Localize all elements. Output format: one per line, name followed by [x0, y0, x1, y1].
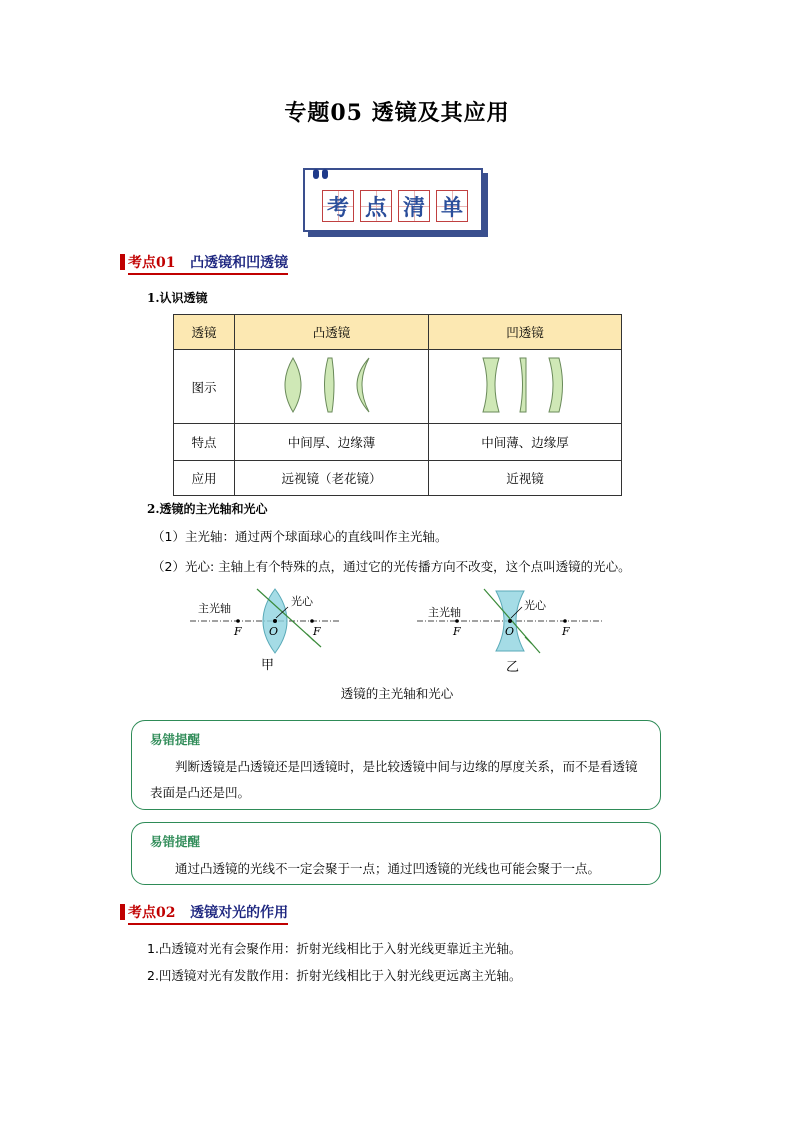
section-header-1	[120, 252, 320, 272]
tip-title: 易错提醒	[150, 834, 201, 849]
section-header-2	[120, 902, 320, 922]
table-row	[174, 424, 622, 461]
concave-lens-diagram	[429, 350, 622, 424]
tip-body: 判断透镜是凸透镜还是凹透镜时，是比较透镜中间与边缘的厚度关系，而不是看透镜表面是凸还是凹。	[150, 759, 638, 800]
table-header: 凹透镜	[429, 315, 622, 350]
figure-caption: 透镜的主光轴和光心	[340, 686, 454, 701]
section-name: 凸透镜和凹透镜	[190, 255, 289, 271]
badge-pin-icon	[313, 164, 331, 183]
concave-lens-icon	[429, 350, 621, 420]
page-title: 专题05 透镜及其应用	[284, 100, 510, 126]
tip-box	[131, 822, 661, 885]
table-header: 凸透镜	[235, 315, 429, 350]
badge-char: 考	[322, 190, 354, 222]
focus-label: F	[313, 625, 321, 638]
section-marker	[120, 254, 125, 270]
tip-body: 通过凸透镜的光线不一定会聚于一点；通过凹透镜的光线也可能会聚于一点。	[175, 861, 601, 876]
table-cell: 近视镜	[429, 461, 622, 496]
table-cell: 中间薄、边缘厚	[429, 424, 622, 461]
tip-title: 易错提醒	[150, 732, 201, 747]
table-cell: 应用	[174, 461, 235, 496]
subheading: 1.认识透镜	[147, 291, 208, 305]
table-cell: 中间厚、边缘薄	[235, 424, 429, 461]
paragraph: （1）主光轴：通过两个球面球心的直线叫作主光轴。	[152, 529, 448, 544]
table-cell: 图示	[174, 350, 235, 424]
axis-label: 主光轴	[428, 606, 461, 619]
table-row	[174, 350, 622, 424]
center-label: 光心	[524, 599, 546, 612]
paragraph: 2.凹透镜对光有发散作用：折射光线相比于入射光线更远离主光轴。	[147, 968, 522, 983]
optical-center-label: O	[505, 625, 515, 638]
convex-lens-icon	[235, 350, 428, 420]
table-cell: 远视镜（老花镜）	[235, 461, 429, 496]
badge-char: 单	[436, 190, 468, 222]
focus-label: F	[453, 625, 461, 638]
table-cell: 特点	[174, 424, 235, 461]
figure-tag: 乙	[506, 660, 520, 675]
section-number: 考点01	[128, 255, 176, 271]
section-title	[128, 902, 288, 925]
badge-char: 点	[360, 190, 392, 222]
convex-lens-figure	[185, 585, 345, 675]
optical-center-label: O	[269, 625, 279, 638]
paragraph: 1.凸透镜对光有会聚作用：折射光线相比于入射光线更靠近主光轴。	[147, 941, 522, 956]
section-marker	[120, 904, 125, 920]
section-number: 考点02	[128, 905, 176, 921]
table-header: 透镜	[174, 315, 235, 350]
subheading: 2.透镜的主光轴和光心	[147, 502, 268, 516]
focus-label: F	[562, 625, 570, 638]
section-title	[128, 252, 288, 275]
tip-box	[131, 720, 661, 810]
badge-char: 清	[398, 190, 430, 222]
key-points-badge	[303, 168, 489, 238]
table-header-row	[174, 315, 622, 350]
concave-lens-figure	[412, 585, 607, 675]
center-label: 光心	[291, 595, 313, 608]
section-name: 透镜对光的作用	[190, 905, 289, 921]
badge-characters	[322, 190, 468, 222]
lens-table	[173, 314, 622, 496]
table-row	[174, 461, 622, 496]
paragraph: （2）光心: 主轴上有个特殊的点，通过它的光传播方向不改变，这个点叫透镜的光心。	[152, 559, 631, 574]
convex-lens-diagram	[235, 350, 429, 424]
focus-label: F	[234, 625, 242, 638]
axis-label: 主光轴	[198, 602, 231, 615]
badge-frame	[303, 168, 483, 232]
figure-tag: 甲	[261, 658, 275, 673]
